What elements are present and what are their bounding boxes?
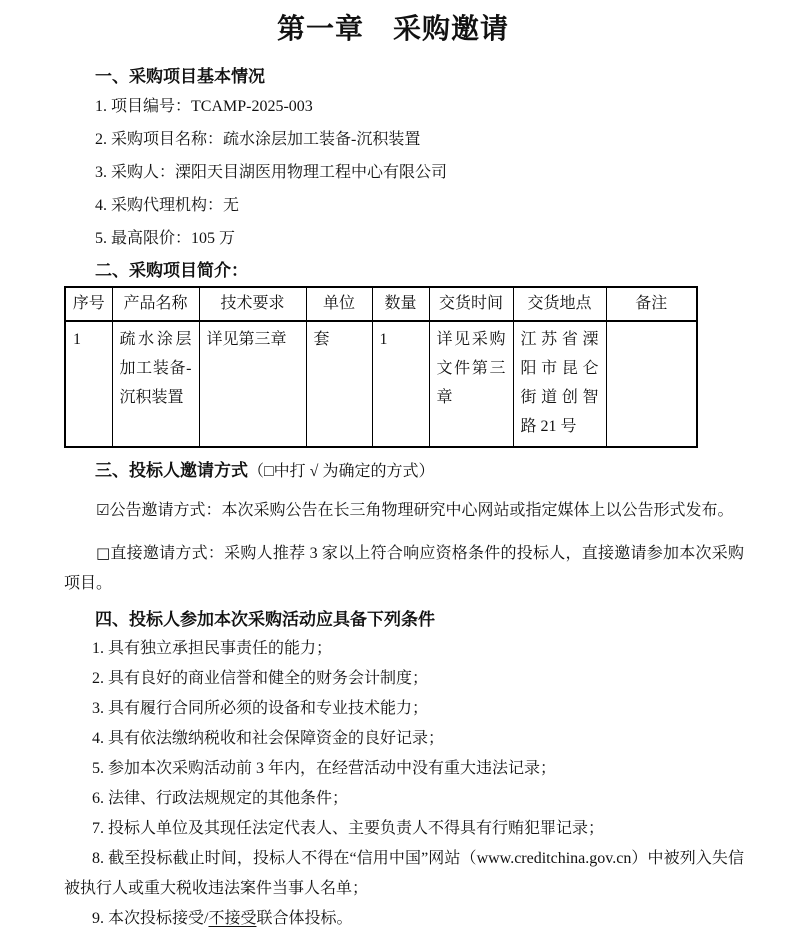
column-header-delivery-location: 交货地点 (513, 287, 606, 321)
condition-item-6: 6. 法律、行政法规规定的其他条件； (92, 790, 349, 807)
condition-item-9-prefix: 9. 本次投标接受/ (92, 910, 209, 927)
condition-item-3: 3. 具有履行合同所必须的设备和专业技术能力； (92, 700, 429, 717)
cell-product-name: 疏水涂层加工装备-沉积装置 (112, 321, 199, 447)
announcement-invitation-option (64, 495, 744, 526)
column-header-product-name: 产品名称 (112, 287, 199, 321)
invitation-method-note: （□中打 √ 为确定的方式） (248, 463, 435, 480)
condition-item-9-suffix: 联合体投标。 (256, 910, 353, 927)
condition-item-9 (64, 904, 744, 934)
page-content (0, 64, 786, 934)
condition-item-4: 4. 具有依法缴纳税收和社会保障资金的良好记录； (92, 730, 445, 747)
direct-invitation-option (64, 538, 744, 599)
condition-item-9-not-accept: 不接受 (208, 910, 257, 927)
cell-quantity: 1 (372, 321, 429, 447)
basic-info-list (64, 90, 744, 255)
project-spec-table (64, 286, 698, 448)
invitation-method-title: 三、投标人邀请方式 (95, 461, 248, 480)
announcement-invitation-text: 公告邀请方式：本次采购公告在长三角物理研究中心网站或指定媒体上以公告形式发布。 (109, 502, 734, 519)
section-heading-project-brief: 二、采购项目简介： (95, 261, 248, 280)
column-header-tech-requirements: 技术要求 (199, 287, 306, 321)
page-title: 第一章 采购邀请 (276, 14, 509, 45)
column-header-seq-number: 序号 (65, 287, 112, 321)
condition-item-5: 5. 参加本次采购活动前 3 年内，在经营活动中没有重大违法记录； (92, 760, 557, 777)
info-item-price-limit: 5. 最高限价：105 万 (95, 230, 236, 247)
section-heading-basic-info: 一、采购项目基本情况 (95, 67, 265, 86)
info-item-agency: 4. 采购代理机构：无 (95, 197, 240, 214)
info-item-project-name: 2. 采购项目名称：疏水涂层加工装备-沉积装置 (95, 131, 421, 148)
cell-remarks (606, 321, 697, 447)
bidder-conditions-list (64, 634, 744, 934)
cell-unit: 套 (306, 321, 372, 447)
cell-seq-number: 1 (65, 321, 112, 447)
info-item-project-number: 1. 项目编号：TCAMP-2025-003 (95, 98, 313, 115)
section-heading-invitation-method (64, 458, 744, 485)
column-header-remarks: 备注 (606, 287, 697, 321)
info-item-purchaser: 3. 采购人：溧阳天目湖医用物理工程中心有限公司 (95, 164, 448, 181)
checkbox-checked-icon[interactable]: ☑ (96, 501, 110, 519)
table-row (65, 321, 697, 447)
direct-invitation-text: 直接邀请方式：采购人推荐 3 家以上符合响应资格条件的投标人，直接邀请参加本次采购项目。 (64, 545, 744, 592)
column-header-unit: 单位 (306, 287, 372, 321)
section-heading-bidder-conditions: 四、投标人参加本次采购活动应具备下列条件 (95, 610, 435, 629)
column-header-delivery-time: 交货时间 (429, 287, 513, 321)
condition-item-7: 7. 投标人单位及其现任法定代表人、主要负责人不得具有行贿犯罪记录； (92, 820, 605, 837)
table-header-row (65, 287, 697, 321)
condition-item-2: 2. 具有良好的商业信誉和健全的财务会计制度； (92, 670, 429, 687)
condition-item-8: 8. 截至投标截止时间，投标人不得在“信用中国”网站（www.creditchina.gov.cn）中被列入失信被执行人或重大税收违法案件当事人名单； (64, 850, 744, 897)
checkbox-unchecked-icon[interactable]: □ (96, 544, 111, 562)
cell-delivery-time: 详见采购文件第三章 (429, 321, 513, 447)
condition-item-1: 1. 具有独立承担民事责任的能力； (92, 640, 333, 657)
column-header-quantity: 数量 (372, 287, 429, 321)
cell-delivery-location: 江苏省溧阳市昆仑街道创智路 21 号 (513, 321, 606, 447)
cell-tech-requirements: 详见第三章 (199, 321, 306, 447)
